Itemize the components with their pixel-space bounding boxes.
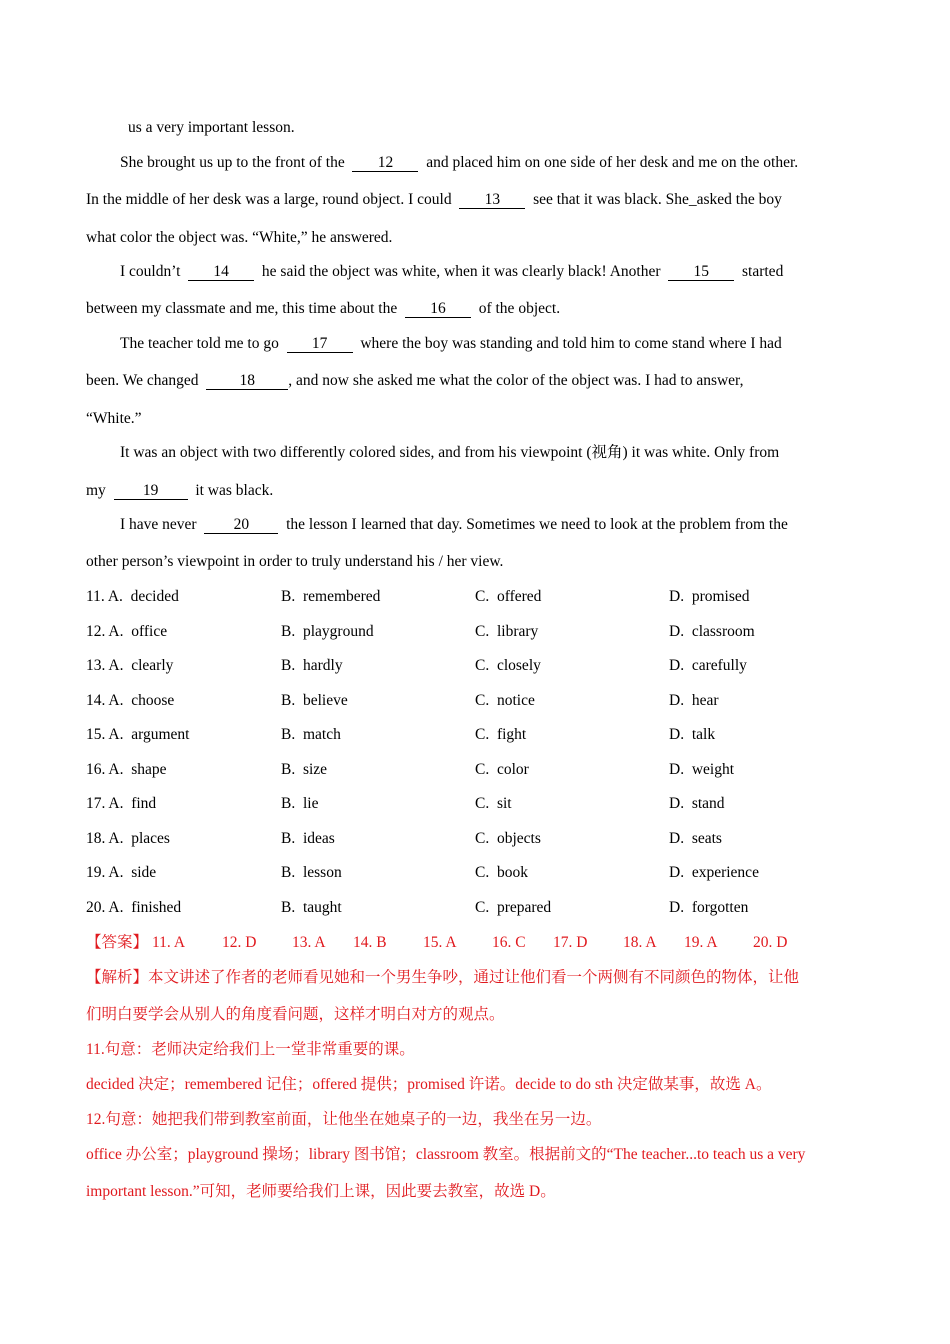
option-b: B. lesson — [281, 864, 342, 881]
option-d: D. forgotten — [669, 899, 749, 916]
passage-text: see that it was black. She_asked the boy — [533, 191, 782, 208]
analysis-line: important lesson.”可知，老师要给我们上课，因此要去教室，故选 D。 — [86, 1183, 556, 1200]
option-d: D. experience — [669, 864, 759, 881]
passage-text: The teacher told me to go — [120, 335, 279, 352]
answer-item: 15. A — [423, 934, 457, 951]
answer-item: 13. A — [292, 934, 326, 951]
passage-line — [120, 515, 788, 535]
option-d: D. talk — [669, 726, 716, 743]
analysis-line: 11.句意：老师决定给我们上一堂非常重要的课。 — [86, 1041, 415, 1058]
passage-text: In the middle of her desk was a large, round object. I could — [86, 191, 452, 208]
blank-18: 18 — [206, 372, 288, 390]
option-d: D. stand — [669, 795, 725, 812]
answer-item: 14. B — [353, 934, 387, 951]
blank-12: 12 — [352, 154, 418, 172]
option-d: D. seats — [669, 830, 722, 847]
analysis-line: 们明白要学会从别人的角度看问题，这样才明白对方的观点。 — [86, 1006, 505, 1023]
passage-line — [128, 118, 295, 138]
blank-15: 15 — [668, 263, 734, 281]
option-d: D. hear — [669, 692, 719, 709]
passage-line — [120, 153, 798, 173]
option-a: 15. A. argument — [86, 726, 190, 743]
option-d: D. carefully — [669, 657, 747, 674]
passage-line — [86, 552, 503, 572]
answer-item: 19. A — [684, 934, 718, 951]
passage-text: the lesson I learned that day. Sometimes we need to look at the problem from the — [286, 516, 788, 533]
option-c: C. notice — [475, 692, 535, 709]
passage-line — [86, 190, 782, 210]
option-b: B. believe — [281, 692, 348, 709]
option-a: 17. A. find — [86, 795, 157, 812]
passage-line — [120, 334, 782, 354]
passage-text: of the object. — [478, 300, 561, 317]
passage-text: been. We changed — [86, 372, 199, 389]
blank-17: 17 — [287, 335, 353, 353]
passage-line — [86, 481, 273, 501]
passage-text: and placed him on one side of her desk and me on the other. — [426, 154, 799, 171]
option-d: D. classroom — [669, 623, 755, 640]
option-c: C. color — [475, 761, 529, 778]
passage-text: She brought us up to the front of the — [120, 154, 345, 171]
passage-line — [86, 371, 743, 391]
passage-text: other person’s viewpoint in order to truly understand his / her view. — [86, 553, 504, 570]
blank-16: 16 — [405, 300, 471, 318]
answer-label: 【答案】 — [86, 934, 149, 951]
analysis-line: 12.句意：她把我们带到教室前面，让他坐在她桌子的一边，我坐在另一边。 — [86, 1111, 602, 1128]
answer-item: 16. C — [492, 934, 526, 951]
option-b: B. match — [281, 726, 341, 743]
option-c: C. fight — [475, 726, 527, 743]
passage-text: I couldn’t — [120, 263, 181, 280]
option-b: B. playground — [281, 623, 374, 640]
passage-text: it was black. — [195, 482, 274, 499]
option-b: B. ideas — [281, 830, 335, 847]
passage-line — [120, 262, 783, 282]
passage-text: where the boy was standing and told him to come stand where I had — [360, 335, 782, 352]
option-c: C. closely — [475, 657, 541, 674]
passage-line — [86, 409, 142, 429]
option-b: B. taught — [281, 899, 342, 916]
passage-line — [120, 443, 779, 463]
option-c: C. sit — [475, 795, 512, 812]
option-a: 16. A. shape — [86, 761, 167, 778]
option-a: 13. A. clearly — [86, 657, 174, 674]
blank-19: 19 — [114, 482, 188, 500]
passage-line — [86, 228, 392, 248]
blank-20: 20 — [204, 516, 278, 534]
option-b: B. lie — [281, 795, 319, 812]
option-b: B. hardly — [281, 657, 343, 674]
option-a: 19. A. side — [86, 864, 157, 881]
blank-13: 13 — [459, 191, 525, 209]
answer-item: 17. D — [553, 934, 588, 951]
answer-item: 11. A — [152, 934, 186, 951]
analysis-line: decided 决定；remembered 记住；offered 提供；promised 许诺。decide to do sth 决定做某事，故选 A。 — [86, 1076, 772, 1093]
passage-text: my — [86, 482, 106, 499]
passage-text: I have never — [120, 516, 197, 533]
answer-item: 20. D — [753, 934, 788, 951]
option-a: 18. A. places — [86, 830, 170, 847]
option-c: C. objects — [475, 830, 541, 847]
answer-item: 18. A — [623, 934, 657, 951]
passage-text: , and now she asked me what the color of the object was. I had to answer, — [288, 372, 744, 389]
option-a: 12. A. office — [86, 623, 168, 640]
analysis-line: 【解析】本文讲述了作者的老师看见她和一个男生争吵，通过让他们看一个两侧有不同颜色的物体，让他 — [86, 969, 800, 986]
option-c: C. book — [475, 864, 528, 881]
option-a: 14. A. choose — [86, 692, 175, 709]
passage-text: he said the object was white, when it was clearly black! Another — [261, 263, 661, 280]
option-b: B. size — [281, 761, 328, 778]
passage-text: It was an object with two differently colored sides, and from his viewpoint (视角) it was white. Only from — [120, 444, 780, 461]
option-c: C. library — [475, 623, 539, 640]
passage-line — [86, 299, 560, 319]
option-c: C. offered — [475, 588, 542, 605]
passage-text: “White.” — [86, 410, 142, 427]
answer-item: 12. D — [222, 934, 257, 951]
option-c: C. prepared — [475, 899, 552, 916]
option-a: 11. A. decided — [86, 588, 179, 605]
option-a: 20. A. finished — [86, 899, 182, 916]
option-d: D. weight — [669, 761, 735, 778]
analysis-line: office 办公室；playground 操场；library 图书馆；classroom 教室。根据前文的“The teacher...to teach us a very — [86, 1146, 806, 1163]
blank-14: 14 — [188, 263, 254, 281]
passage-text: started — [742, 263, 784, 280]
passage-text: what color the object was. “White,” he answered. — [86, 229, 393, 246]
option-b: B. remembered — [281, 588, 381, 605]
option-d: D. promised — [669, 588, 750, 605]
passage-text: between my classmate and me, this time about the — [86, 300, 398, 317]
passage-text: us a very important lesson. — [128, 119, 295, 136]
